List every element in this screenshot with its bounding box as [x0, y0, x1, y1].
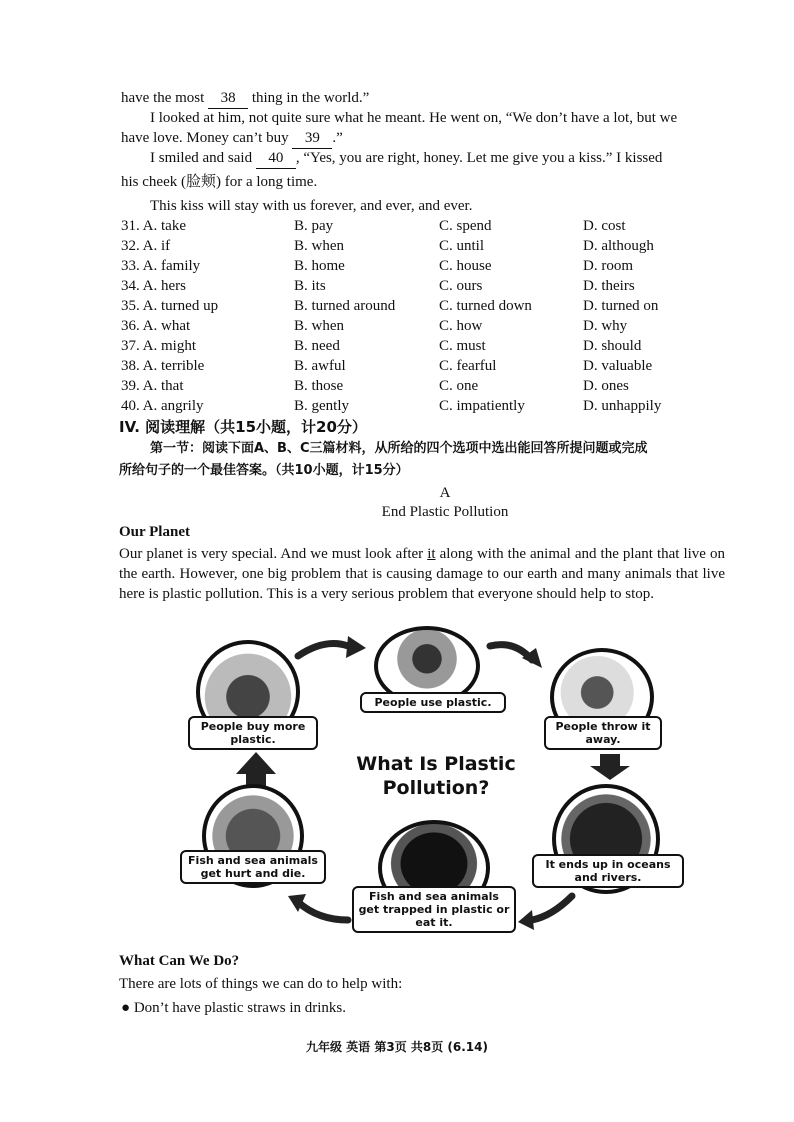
section-title: IV. 阅读理解（共15小题，计20分）: [119, 418, 367, 436]
passage-letter: A: [439, 485, 451, 501]
story-text: have the most: [121, 90, 209, 106]
section-instruction-2: 所给句子的一个最佳答案。（共10小题，计15分）: [119, 463, 409, 478]
option-d: D. should: [583, 338, 642, 354]
bullet-item: [121, 998, 346, 1018]
bullet-icon: ●: [121, 1000, 131, 1016]
option-a: 36. A. what: [121, 318, 191, 334]
blank-39: 39: [292, 128, 332, 149]
label-buy-more: People buy more plastic.: [188, 716, 318, 750]
story-line-1: [121, 88, 369, 109]
paragraph-what-can-we-do: There are lots of things we can do to help with:: [119, 976, 403, 992]
option-c: C. one: [439, 378, 479, 394]
option-a: 38. A. terrible: [121, 358, 205, 374]
option-b: B. turned around: [294, 298, 396, 314]
option-d: D. although: [583, 238, 654, 254]
option-d: D. turned on: [583, 298, 659, 314]
page-footer: 九年级 英语 第3页 共8页 (6.14): [306, 1040, 488, 1054]
arrow-curve: [298, 902, 348, 920]
option-a: 37. A. might: [121, 338, 197, 354]
option-b: B. those: [294, 378, 344, 394]
option-d: D. room: [583, 258, 633, 274]
blank-38: 38: [208, 88, 248, 109]
option-c: C. fearful: [439, 358, 497, 374]
option-b: B. when: [294, 238, 344, 254]
option-a: 34. A. hers: [121, 278, 186, 294]
story-text: I smiled and said: [150, 150, 256, 166]
story-line-3: [121, 128, 343, 149]
option-d: D. valuable: [583, 358, 653, 374]
option-row: [121, 396, 681, 416]
option-row: [121, 256, 681, 276]
arrow-curve: [298, 644, 348, 656]
arrow-head: [518, 910, 534, 930]
story-text: .”: [332, 130, 343, 146]
diagram-title: What Is Plastic Pollution?: [356, 753, 516, 799]
option-c: C. impatiently: [439, 398, 525, 414]
paragraph-our-planet: [119, 544, 725, 604]
option-c: C. must: [439, 338, 486, 354]
label-trapped: Fish and sea animals get trapped in plastic or eat it.: [352, 886, 516, 933]
option-b: B. home: [294, 258, 345, 274]
section-instruction-1: 第一节：阅读下面A、B、C三篇材料，从所给的四个选项中选出能回答所提问题或完成: [150, 441, 648, 456]
blank-40: 40: [256, 148, 296, 169]
option-row: [121, 356, 681, 376]
story-line-2: I looked at him, not quite sure what he meant. He went on, “We don’t have a lot, but we: [150, 110, 678, 126]
option-c: C. turned down: [439, 298, 532, 314]
story-text: , “Yes, you are right, honey. Let me give you a kiss.” I kissed: [295, 150, 663, 166]
option-row: [121, 216, 681, 236]
label-people-throw: People throw it away.: [544, 716, 662, 750]
option-d: D. ones: [583, 378, 629, 394]
option-b: B. its: [294, 278, 326, 294]
option-d: D. cost: [583, 218, 626, 234]
option-c: C. house: [439, 258, 492, 274]
option-a: 40. A. angrily: [121, 398, 204, 414]
option-row: [121, 316, 681, 336]
option-b: B. need: [294, 338, 340, 354]
option-c: C. ours: [439, 278, 483, 294]
underlined-it: it: [427, 546, 436, 562]
option-c: C. how: [439, 318, 483, 334]
arrow-curve: [532, 896, 572, 920]
option-b: B. pay: [294, 218, 334, 234]
option-a: 31. A. take: [121, 218, 186, 234]
paragraph-text: along with the animal and the plant that live on the earth. However, one big problem that is causing damage to our earth and many animals that live here is plastic pollution. This is a very serious problem that everyone should help to stop.: [119, 546, 725, 602]
option-d: D. why: [583, 318, 628, 334]
option-row: [121, 376, 681, 396]
option-c: C. spend: [439, 218, 492, 234]
arrow-up: [236, 752, 276, 788]
option-d: D. unhappily: [583, 398, 662, 414]
label-people-use: People use plastic.: [360, 692, 506, 713]
story-text: have love. Money can’t buy: [121, 130, 293, 146]
plastic-pollution-diagram: [180, 624, 690, 940]
label-ends-up: It ends up in oceans and rivers.: [532, 854, 684, 888]
story-line-5: his cheek (脸颊) for a long time.: [121, 174, 318, 190]
heading-what-can-we-do: What Can We Do?: [119, 953, 240, 969]
option-b: B. gently: [294, 398, 349, 414]
option-c: C. until: [439, 238, 485, 254]
arrow-down: [590, 754, 630, 780]
option-a: 35. A. turned up: [121, 298, 219, 314]
story-line-4: [150, 148, 662, 169]
option-row: [121, 336, 681, 356]
paragraph-text: Our planet is very special. And we must look after: [119, 546, 428, 562]
option-row: [121, 296, 681, 316]
bullet-text: Don’t have plastic straws in drinks.: [133, 1000, 347, 1016]
option-a: 32. A. if: [121, 238, 171, 254]
option-b: B. when: [294, 318, 344, 334]
heading-our-planet: Our Planet: [119, 524, 190, 540]
option-row: [121, 276, 681, 296]
option-a: 33. A. family: [121, 258, 201, 274]
arrow-head: [346, 636, 366, 658]
option-d: D. theirs: [583, 278, 635, 294]
label-hurt-die: Fish and sea animals get hurt and die.: [180, 850, 326, 884]
story-line-6: This kiss will stay with us forever, and ever, and ever.: [150, 198, 473, 214]
option-b: B. awful: [294, 358, 346, 374]
passage-title: End Plastic Pollution: [381, 504, 509, 520]
option-row: [121, 236, 681, 256]
story-text: thing in the world.”: [248, 90, 370, 106]
option-a: 39. A. that: [121, 378, 184, 394]
